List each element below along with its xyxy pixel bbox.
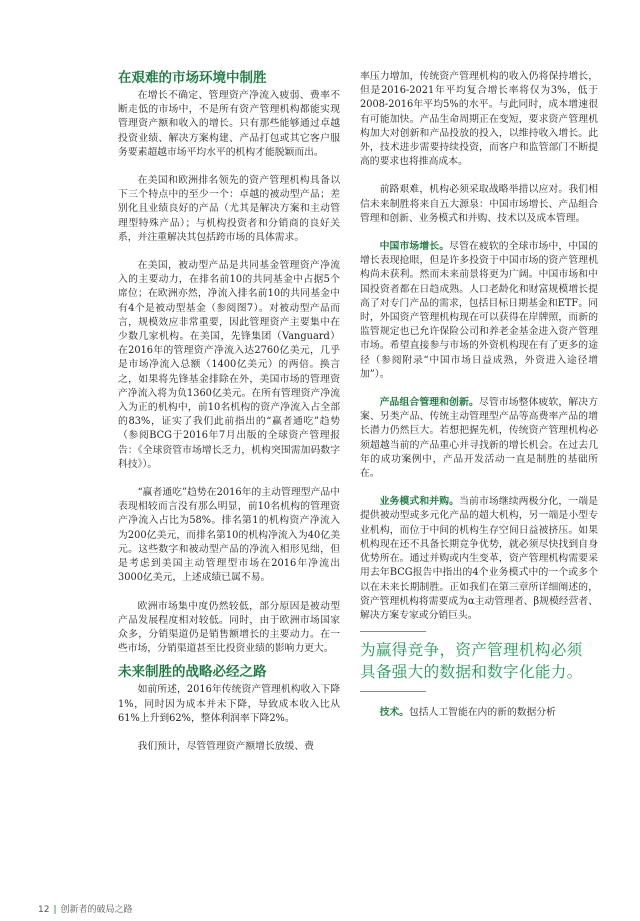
footer-separator: | xyxy=(53,905,57,915)
paragraph: “赢者通吃”趋势在2016年的主动管理型产品中表现相较而言没有那么明显，前10名机构的管理资产净流入占比为58%。排名第1的机构资产净流入为200亿美元，而排名第10的机构净流入为40亿美元。这些数字和被动型产品的净流入相形见绌，但是考虑到美国主动管理型市场在2016年净流出3000亿美元，上述成绩已属不易。 xyxy=(118,487,340,584)
right-column xyxy=(360,70,598,720)
paragraph: 率压力增加，传统资产管理机构的收入仍将保持增长，但是2016-2021年平均复合增长率将仅为3%，低于2008-2016年平均5%的水平。与此同时，成本增速很有可能加快。产品生命周期正在变短，要求资产管理机构加大对创新和产品投放的投入，以维持收入增长。此外，技术进步需要持续投资，而客户和监管部门不断提高的要求也将推高成本。 xyxy=(360,71,598,168)
paragraph: 如前所述，2016年传统资产管理机构收入下降1%，同时因为成本并未下降，导致成本收入比从61%上升到62%，整体利润率下降2%。 xyxy=(118,684,340,724)
paragraph: 在美国和欧洲排名领先的资产管理机构具备以下三个特点中的至少一个：卓越的被动型产品；差别化且业绩良好的产品（尤其是解决方案和主动管理型特殊产品）；与机构投资者和分销商的良好关系，并注重解决其包括跨市场的具体需求。 xyxy=(118,175,340,243)
paragraph-business-model: 业务模式和并购。当前市场继续两极分化，一端是提供被动型或多元化产品的超大机构，另一端是小型专业机构，而位于中间的机构生存空间日益被挤压。如果机构现在还不具备长期竞争优势，就必须尽快找到自身优势所在。通过并购或内生变革，资产管理机构需要采用去年BCG报告中指出的4个业务模式中的一个或多个以在未来长期制胜。正如我们在第三章所详细阐述的，资产管理机构将需要成为α主动管理者、β规模经营者、解决方案专家或分销巨头。 xyxy=(360,496,599,621)
report-title: 创新者的破局之路 xyxy=(60,905,133,915)
paragraph: 在增长不确定、管理资产净流入疲弱、费率不断走低的市场中，不是所有资产管理机构都能实现管理资产额和收入的增长。只有那些能够通过卓越投资业绩、解决方案构建、产品打包或其它客户服务要素超越市场平均水平的机构才能脱颖而出。 xyxy=(118,90,340,158)
paragraph: 在美国，被动型产品是共同基金管理资产净流入的主要动力，在排名前10的共同基金中占据5个席位；在欧洲亦然，净流入排名前10的共同基金中有4个是被动型基金（参阅图7）。对被动型产品而言，规模效应非常重要，因此管理资产主要集中在少数几家机构。在美国，先锋集团（Vanguard）在2016年的管理资产净流入达2760亿美元，几乎是市场净流入总额（1400亿美元）的两倍。换言之，如果将先锋基金排除在外，美国市场的管理资产净流入将为负1360亿美元。在所有管理资产净流入为正的机构中，前10名机构的资产净流入占全部的83%，证实了我们此前指出的“赢者通吃”趋势（参阅BCG于2016年7月出版的全球资产管理报告：《全球资管市场增长乏力，机构突围需加码数字科技》）。 xyxy=(118,260,340,470)
section-heading-future-winning-strategy: 未来制胜的战略必经之路 xyxy=(118,664,267,681)
page-footer xyxy=(38,902,133,915)
page-number: 12 xyxy=(38,905,50,915)
paragraph-product-innovation: 产品组合管理和创新。尽管市场整体疲软，解决方案、另类产品、传统主动管理型产品等高费率产品的增长潜力仍然巨大。若想把握先机，传统资产管理机构必须超越当前的产品重心并寻找新的增长机会。在过去几年的成功案例中，产品开发活动一直是制胜的基础所在。 xyxy=(360,397,599,480)
section-heading-winning-in-tough-market: 在艰难的市场环境中制胜 xyxy=(118,70,267,86)
paragraph-technology: 技术。包括人工智能在内的新的数据分析 xyxy=(379,707,556,719)
paragraph: 欧洲市场集中度仍然较低，部分原因是被动型产品发展程度相对较低。同时，由于欧洲市场国家众多，分销渠道仍是销售额增长的主要动力。在一些市场，分销渠道甚至比投资业绩的影响力更大。 xyxy=(118,600,340,655)
pull-quote: 为赢得竞争，资产管理机构必须具备强大的数据和数字化能力。 xyxy=(360,641,583,682)
paragraph: 前路艰难，机构必须采取战略举措以应对。我们相信未来制胜将来自五大源泉：中国市场增长、产品组合管理和创新、业务模式和并购、技术以及成本管理。 xyxy=(360,184,598,224)
paragraph-china-growth: 中国市场增长。尽管在疲软的全球市场中，中国的增长表现抢眼，但是许多投资于中国市场的资产管理机构尚未获利。然而未来前景将更为广阔。中国市场和中国投资者都在日趋成熟。人口老龄化和财富规模增长提高了对专门产品的需求，包括目标日期基金和ETF。同时，外国资产管理机构现在可以获得在岸牌照，而新的监管规定也已允许保险公司和养老金基金进入资产管理市场。希望直接参与市场的外资机构现在有了更多的途径（参阅附录“中国市场日益成熟，外资进入途径增加”）。 xyxy=(360,241,599,380)
lead-in-business-model: 业务模式和并购。 xyxy=(379,496,460,508)
lead-in-product-innovation: 产品组合管理和创新。 xyxy=(379,397,479,409)
paragraph: 我们预计，尽管管理资产额增长放缓、费 xyxy=(137,740,314,752)
lead-in-china-growth: 中国市场增长。 xyxy=(379,241,450,253)
pull-quote-rule-top xyxy=(360,631,426,632)
lead-in-technology: 技术。 xyxy=(379,707,409,719)
left-column xyxy=(118,70,340,754)
